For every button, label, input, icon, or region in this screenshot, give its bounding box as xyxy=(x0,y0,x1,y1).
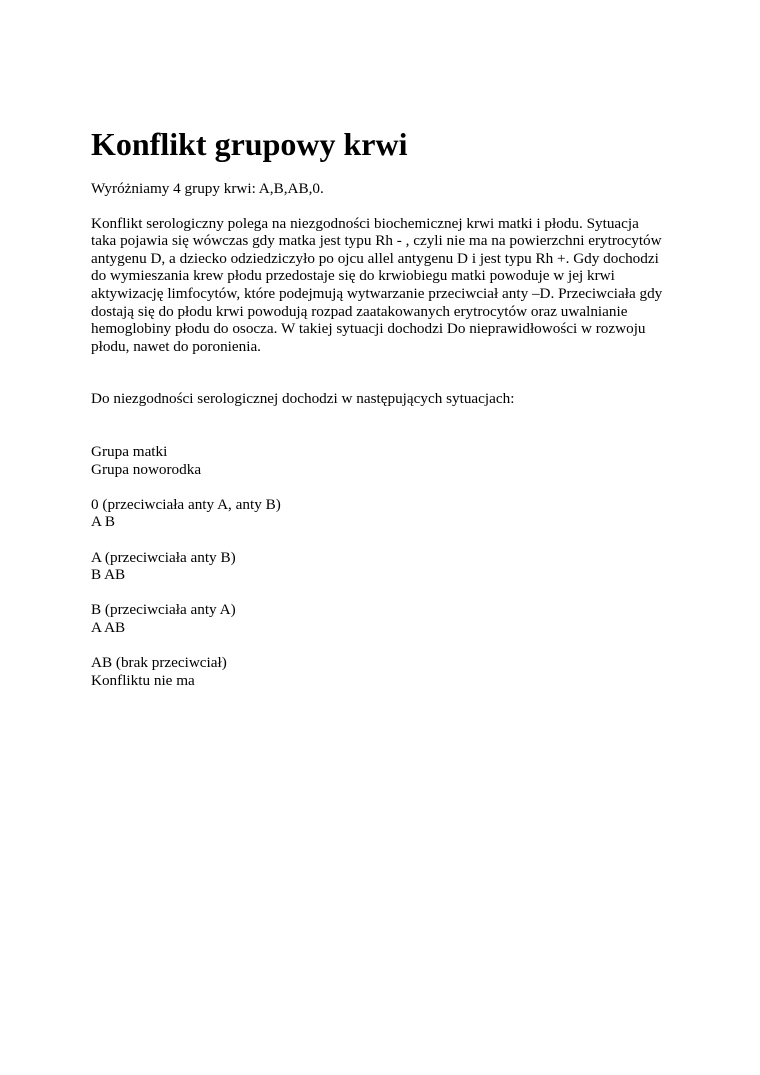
row-newborn: Konfliktu nie ma xyxy=(91,671,195,689)
paragraph-line: do wymieszania krew płodu przedostaje się do krwiobiegu matki powoduje w jej krwi xyxy=(91,267,615,285)
blood-group-table xyxy=(91,443,681,689)
paragraph-line: Konflikt serologiczny polega na niezgodności biochemicznej krwi matki i płodu. Sytuacja xyxy=(91,214,639,232)
header-newborn: Grupa noworodka xyxy=(91,460,202,478)
row-mother: A (przeciwciała anty B) xyxy=(91,548,236,566)
table-row xyxy=(91,654,681,689)
paragraph-line: taka pojawia się wówczas gdy matka jest typu Rh - , czyli nie ma na powierzchni erytrocytów xyxy=(91,232,662,250)
situations-intro: Do niezgodności serologicznej dochodzi w następujących sytuacjach: xyxy=(91,390,515,408)
row-mother: AB (brak przeciwciał) xyxy=(91,654,227,672)
intro-text: Wyróżniamy 4 grupy krwi: A,B,AB,0. xyxy=(91,180,324,197)
paragraph-line: hemoglobiny płodu do osocza. W takiej sytuacji dochodzi Do nieprawidłowości w rozwoju xyxy=(91,320,646,338)
row-newborn: A B xyxy=(91,513,116,531)
table-row xyxy=(91,601,681,636)
row-mother: B (przeciwciała anty A) xyxy=(91,601,236,619)
row-newborn: B AB xyxy=(91,566,126,584)
row-mother: 0 (przeciwciała anty A, anty B) xyxy=(91,495,281,513)
paragraph-line: aktywizację limfocytów, które podejmują wytwarzanie przeciwciał anty –D. Przeciwciała gdy xyxy=(91,284,663,302)
table-row xyxy=(91,549,681,584)
document-page xyxy=(91,124,681,707)
table-row xyxy=(91,496,681,531)
document-title: Konflikt grupowy krwi xyxy=(91,126,408,162)
table-header xyxy=(91,443,681,478)
paragraph-line: dostają się do płodu krwi powodują rozpad zaatakowanych erytrocytów oraz uwalnianie xyxy=(91,302,628,320)
body-paragraph xyxy=(91,215,681,356)
header-mother: Grupa matki xyxy=(91,442,168,460)
paragraph-line: antygenu D, a dziecko odziedziczyło po ojcu allel antygenu D i jest typu Rh +. Gdy dochodzi xyxy=(91,249,659,267)
row-newborn: A AB xyxy=(91,618,126,636)
paragraph-line: płodu, nawet do poronienia. xyxy=(91,337,261,355)
